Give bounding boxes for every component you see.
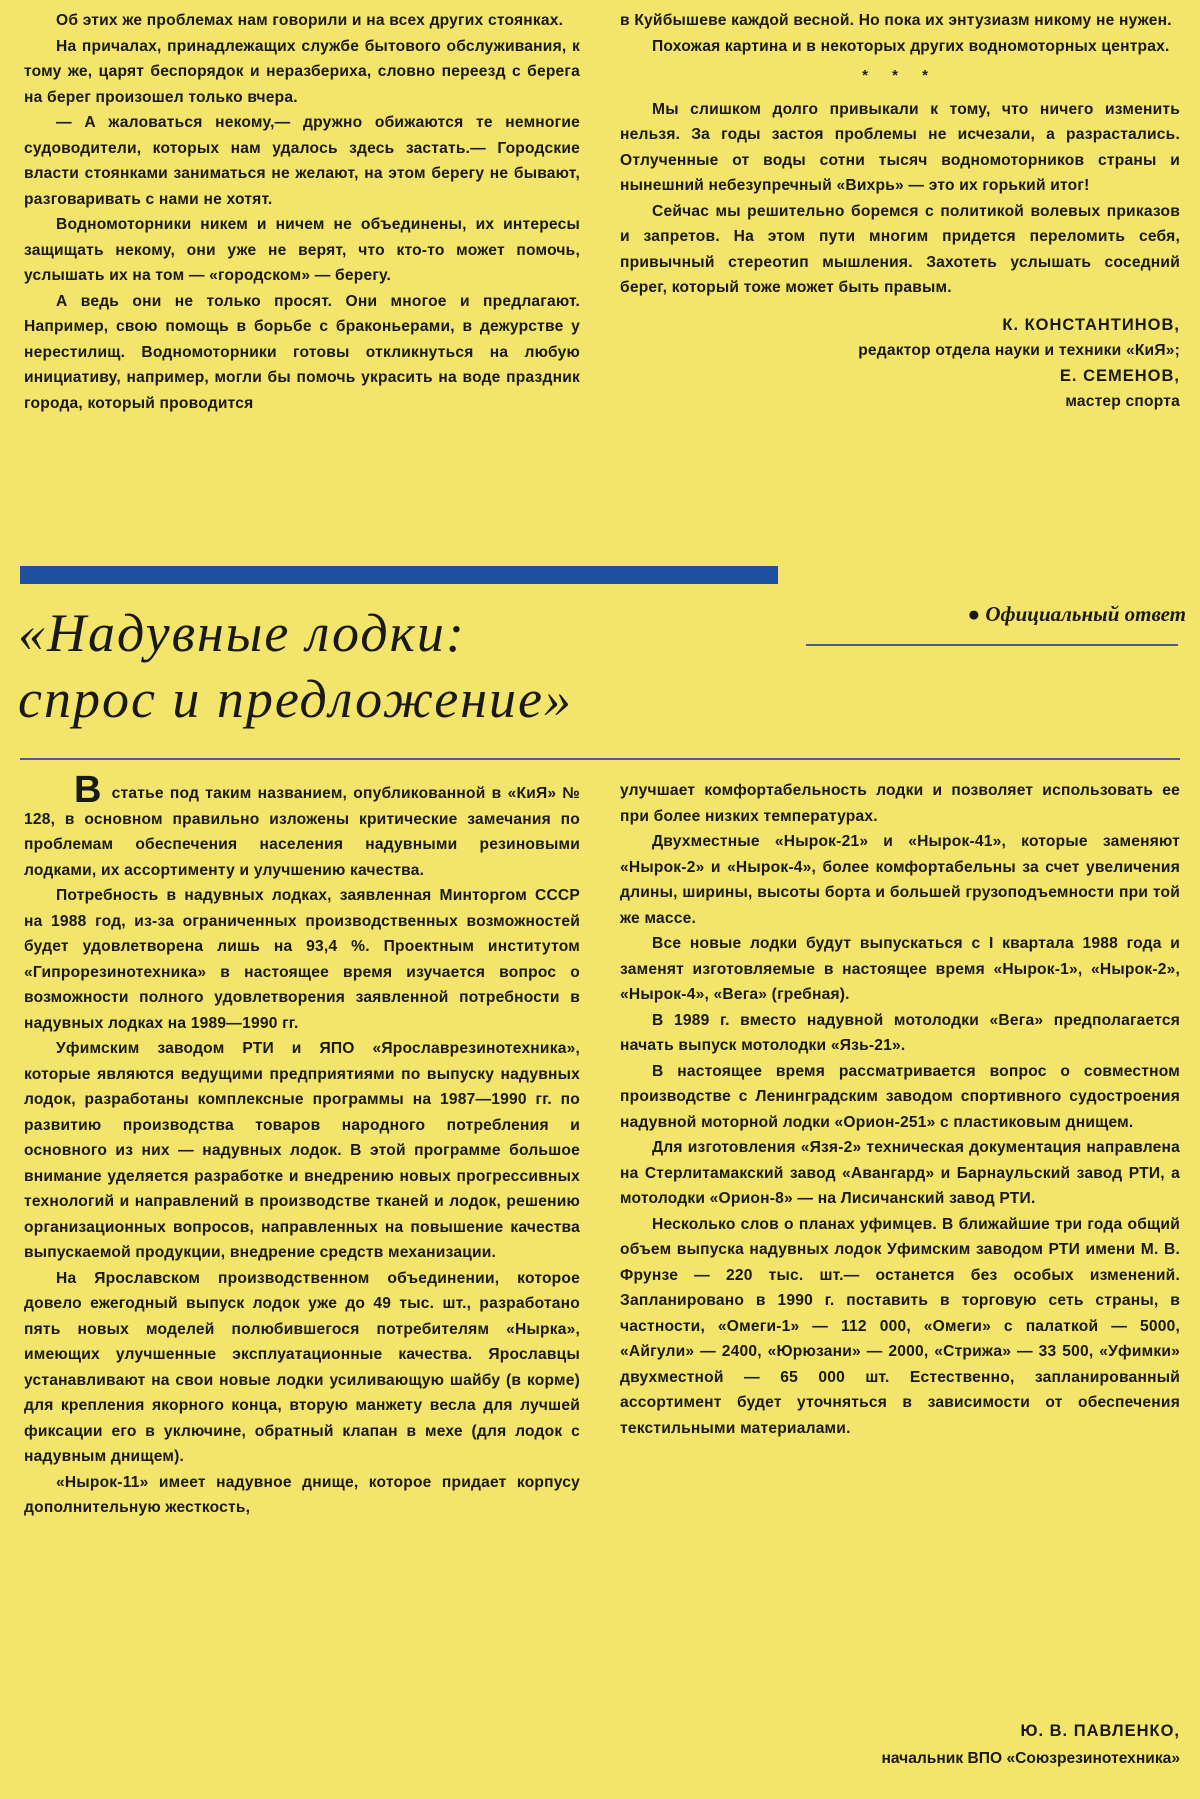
paragraph: Уфимским заводом РТИ и ЯПО «Ярославрезинотехника», которые являются ведущими предприятиями по выпуску надувных лодок, разработаны комплексные программы на 1987—1990 гг. по развитию производства товаров народного потребления и основного из них — надувных лодок. В этой программе большое внимание уделяется разработке и внедрению новых прогрессивных технологий и направлений в производстве тканей и лодок, решению организационных вопросов, направленных на повышение качества выпускаемой продукции, внедрение средств механизации. (24, 1040, 580, 1261)
official-name: Ю. В. ПАВЛЕНКО, (1020, 1722, 1180, 1740)
official-role: начальник ВПО «Союзрезинотехника» (881, 1750, 1180, 1767)
paragraph: В 1989 г. вместо надувной мотолодки «Вега» предполагается начать выпуск мотолодки «Язь-21». (620, 1011, 1180, 1054)
paragraph: в Куйбышеве каждой весной. Но пока их энтузиазм никому не нужен. (620, 12, 1172, 29)
rubric-label: ● Официальный ответ (967, 602, 1186, 626)
headline-accent-bar (20, 566, 778, 584)
paragraph: А ведь они не только просят. Они многое и предлагают. Например, свою помощь в борьбе с браконьерами, в дежурстве у нерестилищ. Водномоторники готовы откликнуться на любую инициативу, например, могли бы помочь украсить на воде праздник города, который проводится (24, 292, 580, 412)
rubric-underline (806, 644, 1178, 646)
paragraph: Сейчас мы решительно боремся с политикой волевых приказов и запретов. На этом пути многим придется переломить себя, привычный стереотип мышления. Захотеть услышать соседний берег, который тоже может быть правым. (620, 202, 1180, 296)
paragraph: Об этих же проблемах нам говорили и на всех других стоянках. (56, 12, 564, 29)
author-role-1: редактор отдела науки и техники «КиЯ»; (858, 342, 1180, 359)
official-signature (620, 1718, 1180, 1772)
author-role-2: мастер спорта (1065, 393, 1180, 410)
headline-line-2: спрос и предложение» (18, 669, 573, 729)
paragraph: На Ярославском производственном объединении, которое довело ежегодный выпуск лодок уже до 49 тыс. шт., разработано пять новых моделей полюбившегося потребителям «Нырка», имеющих улучшенные эксплуатационные качества. Ярославцы устанавливают на свои новые лодки усиливающую шайбу (в корме) для крепления якорного конца, вторую манжету весла для лучшей фиксации его в уключине, обратный клапан в мехе (для лодок с надувным днищем). (24, 1269, 580, 1465)
lead-text: статье под таким названием, опубликованной в «КиЯ» № 128, в основном правильно изложены критические замечания по проблемам обеспечения населения надувными резиновыми лодками, их ассортименту и улучшению качества. (24, 785, 580, 879)
top-right-column (620, 8, 1180, 415)
paragraph: Похожая картина и в некоторых других водномоторных центрах. (652, 37, 1170, 55)
paragraph: Несколько слов о планах уфимцев. В ближайшие три года общий объем выпуска надувных лодок Уфимским заводом РТИ имени М. В. Фрунзе — 220 тыс. шт.— останется без особых изменений. Запланировано в 1990 г. поставить в торговую сеть страны, в частности, «Омеги-1» — 112 000, «Омеги» с палаткой — 5000, «Айгули» — 2400, «Юрюзани» — 2000, «Стрижа» — 33 500, «Уфимки» двухместной — 65 000 шт. Естественно, запланированный ассортимент будет уточняться в зависимости от обеспечения текстильными материалами. (620, 1215, 1180, 1437)
paragraph: Двухместные «Нырок-21» и «Нырок-41», которые заменяют «Нырок-2» и «Нырок-4», более комфортабельны за счет увеличения длины, ширины, высоты борта и большей грузоподъемности при той же массе. (620, 833, 1180, 927)
paragraph: На причалах, принадлежащих службе бытового обслуживания, к тому же, царят беспорядок и неразбериха, словно переезд с берега на берег произошел только вчера. (24, 37, 580, 106)
paragraph: Водномоторники никем и ничем не объединены, их интересы защищать некому, они уже не верят, что кто-то может помочь, услышать их на том — «городском» — берегу. (24, 216, 580, 284)
bottom-right-column (620, 778, 1180, 1441)
paragraph: Мы слишком долго привыкали к тому, что ничего изменить нельзя. За годы застоя проблемы не исчезали, а разрастались. Отлученные от воды сотни тысяч водномоторников страны и нынешний небезупречный «Вихрь» — это их горький итог! (620, 100, 1180, 194)
paragraph: Для изготовления «Язя-2» техническая документация направлена на Стерлитамакский завод «Авангард» и Барнаульский завод РТИ, а мотолодки «Орион-8» — на Лисичанский завод РТИ. (620, 1139, 1180, 1207)
author-name-1: К. КОНСТАНТИНОВ, (1002, 315, 1180, 334)
lead-paragraph (24, 769, 580, 883)
paragraph: «Нырок-11» имеет надувное днище, которое придает корпусу дополнительную жесткость, (24, 1473, 580, 1516)
drop-cap: В (74, 769, 102, 811)
paragraph: Все новые лодки будут выпускаться с I квартала 1988 года и заменят изготовляемые в настоящее время «Нырок-1», «Нырок-2», «Нырок-4», «Вега» (гребная). (620, 935, 1180, 1003)
article-headline (18, 600, 818, 732)
paragraph: улучшает комфортабельность лодки и позволяет использовать ее при более низких температурах. (620, 782, 1180, 825)
paragraph: Потребность в надувных лодках, заявленная Минторгом СССР на 1988 год, из-за ограниченных производственных возможностей будет удовлетворена лишь на 93,4 %. Проектным институтом «Гипрорезинотехника» в настоящее время изучается вопрос о возможности полного удовлетворения заявленной потребности в надувных лодках на 1989—1990 гг. (24, 887, 580, 1032)
section-divider-stars: * * * (862, 67, 938, 84)
horizontal-rule (20, 758, 1180, 760)
paragraph: — А жаловаться некому,— дружно обижаются те немногие судоводители, которых нам удалось здесь застать.— Городские власти стоянками заниматься не желают, на этом берегу не бывают, разговаривать с нами не хотят. (24, 114, 580, 208)
paragraph: В настоящее время рассматривается вопрос о совместном производстве с Ленинградским заводом спортивного судостроения надувной моторной лодки «Орион-251» с пластиковым днищем. (620, 1062, 1180, 1131)
top-left-column (24, 8, 580, 416)
author-name-2: Е. СЕМЕНОВ, (1059, 366, 1180, 385)
headline-line-1: «Надувные лодки: (18, 603, 466, 663)
author-signature (620, 313, 1180, 415)
bottom-left-column (24, 769, 580, 1521)
